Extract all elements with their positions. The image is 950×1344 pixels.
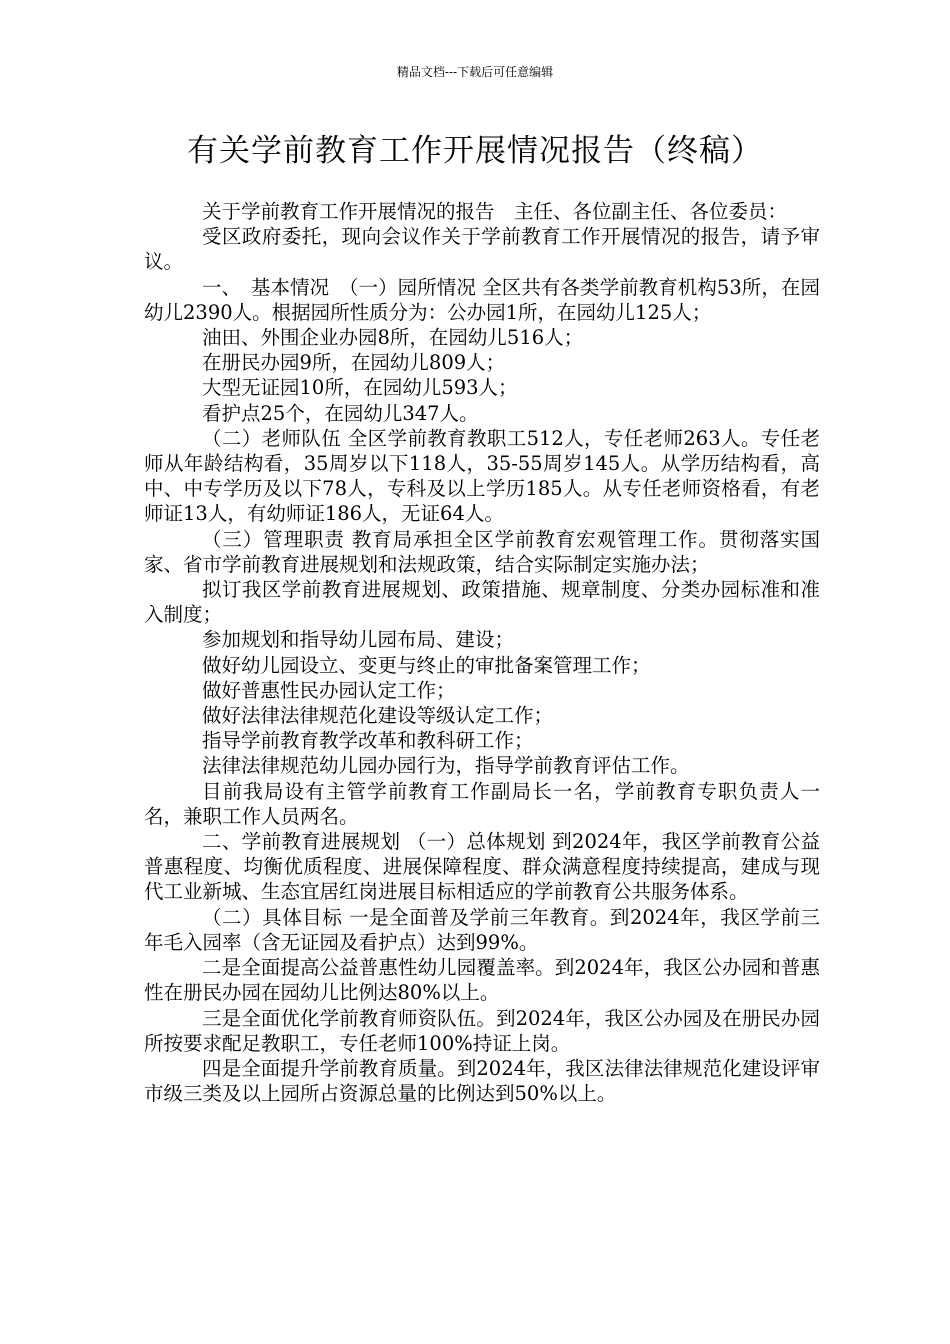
paragraph: 看护点25个，在园幼儿347人。 (202, 401, 479, 425)
paragraph: 法律法律规范幼儿园办园行为，指导学前教育评估工作。 (202, 754, 690, 778)
paragraph: （三）管理职责 教育局承担全区学前教育宏观管理工作。贯彻落实国家、省市学前教育进展规划和法规政策，结合实际制定实施办法； (144, 527, 820, 576)
paragraph: 油田、外围企业办园8所，在园幼儿516人； (202, 326, 584, 350)
paragraph: 做好法律法律规范化建设等级认定工作； (202, 704, 554, 728)
paragraph: 大型无证园10所，在园幼儿593人； (202, 376, 518, 400)
paragraph: 目前我局设有主管学前教育工作副局长一名，学前教育专职负责人一名，兼职工作人员两名。 (144, 779, 820, 828)
document-title: 有关学前教育工作开展情况报告（终稿） (187, 133, 763, 169)
paragraph: 在册民办园9所，在园幼儿809人； (202, 351, 506, 375)
paragraph: 拟订我区学前教育进展规划、政策措施、规章制度、分类办园标准和准入制度； (144, 578, 820, 627)
paragraph: 二、学前教育进展规划 （一）总体规划 到2024年，我区学前教育公益普惠程度、均衡优质程度、进展保障程度、群众满意程度持续提高，建成与现代工业新城、生态宜居红岗进展目标相适应的学前教育公共服务体系。 (144, 830, 820, 904)
paragraph: （二）具体目标 一是全面普及学前三年教育。到2024年，我区学前三年毛入园率（含无证园及看护点）达到99%。 (144, 905, 820, 954)
paragraph: 指导学前教育教学改革和教科研工作； (202, 729, 534, 753)
paragraph: 三是全面优化学前教育师资队伍。到2024年，我区公办园及在册民办园所按要求配足教职工，专任老师100%持证上岗。 (144, 1006, 820, 1055)
paragraph: 关于学前教育工作开展情况的报告 主任、各位副主任、各位委员： (202, 200, 788, 223)
paragraph: 四是全面提升学前教育质量。到2024年，我区法律法律规范化建设评审市级三类及以上园所占资源总量的比例达到50%以上。 (144, 1056, 820, 1106)
document-body (144, 199, 820, 1106)
paragraph: 受区政府委托，现向会议作关于学前教育工作开展情况的报告，请予审议。 (144, 225, 820, 274)
page-header: 精品文档---下载后可任意编辑 (396, 65, 554, 79)
paragraph: （二）老师队伍 全区学前教育教职工512人，专任老师263人。专任老师从年龄结构看，35周岁以下118人，35-55周岁145人。从学历结构看，高中、中专学历及以下78人，专科及以上学历185人。从专任老师资格看，有老师证13人，有幼师证186人，无证64人。 (144, 426, 820, 526)
paragraph: 做好幼儿园设立、变更与终止的审批备案管理工作； (202, 653, 651, 677)
paragraph: 一、 基本情况 （一）园所情况 全区共有各类学前教育机构53所，在园幼儿2390人。根据园所性质分为：公办园1所，在园幼儿125人； (144, 275, 820, 324)
paragraph: 二是全面提高公益普惠性幼儿园覆盖率。到2024年，我区公办园和普惠性在册民办园在园幼儿比例达80%以上。 (144, 956, 820, 1005)
paragraph: 做好普惠性民办园认定工作； (202, 678, 456, 702)
paragraph: 参加规划和指导幼儿园布局、建设； (202, 628, 515, 652)
